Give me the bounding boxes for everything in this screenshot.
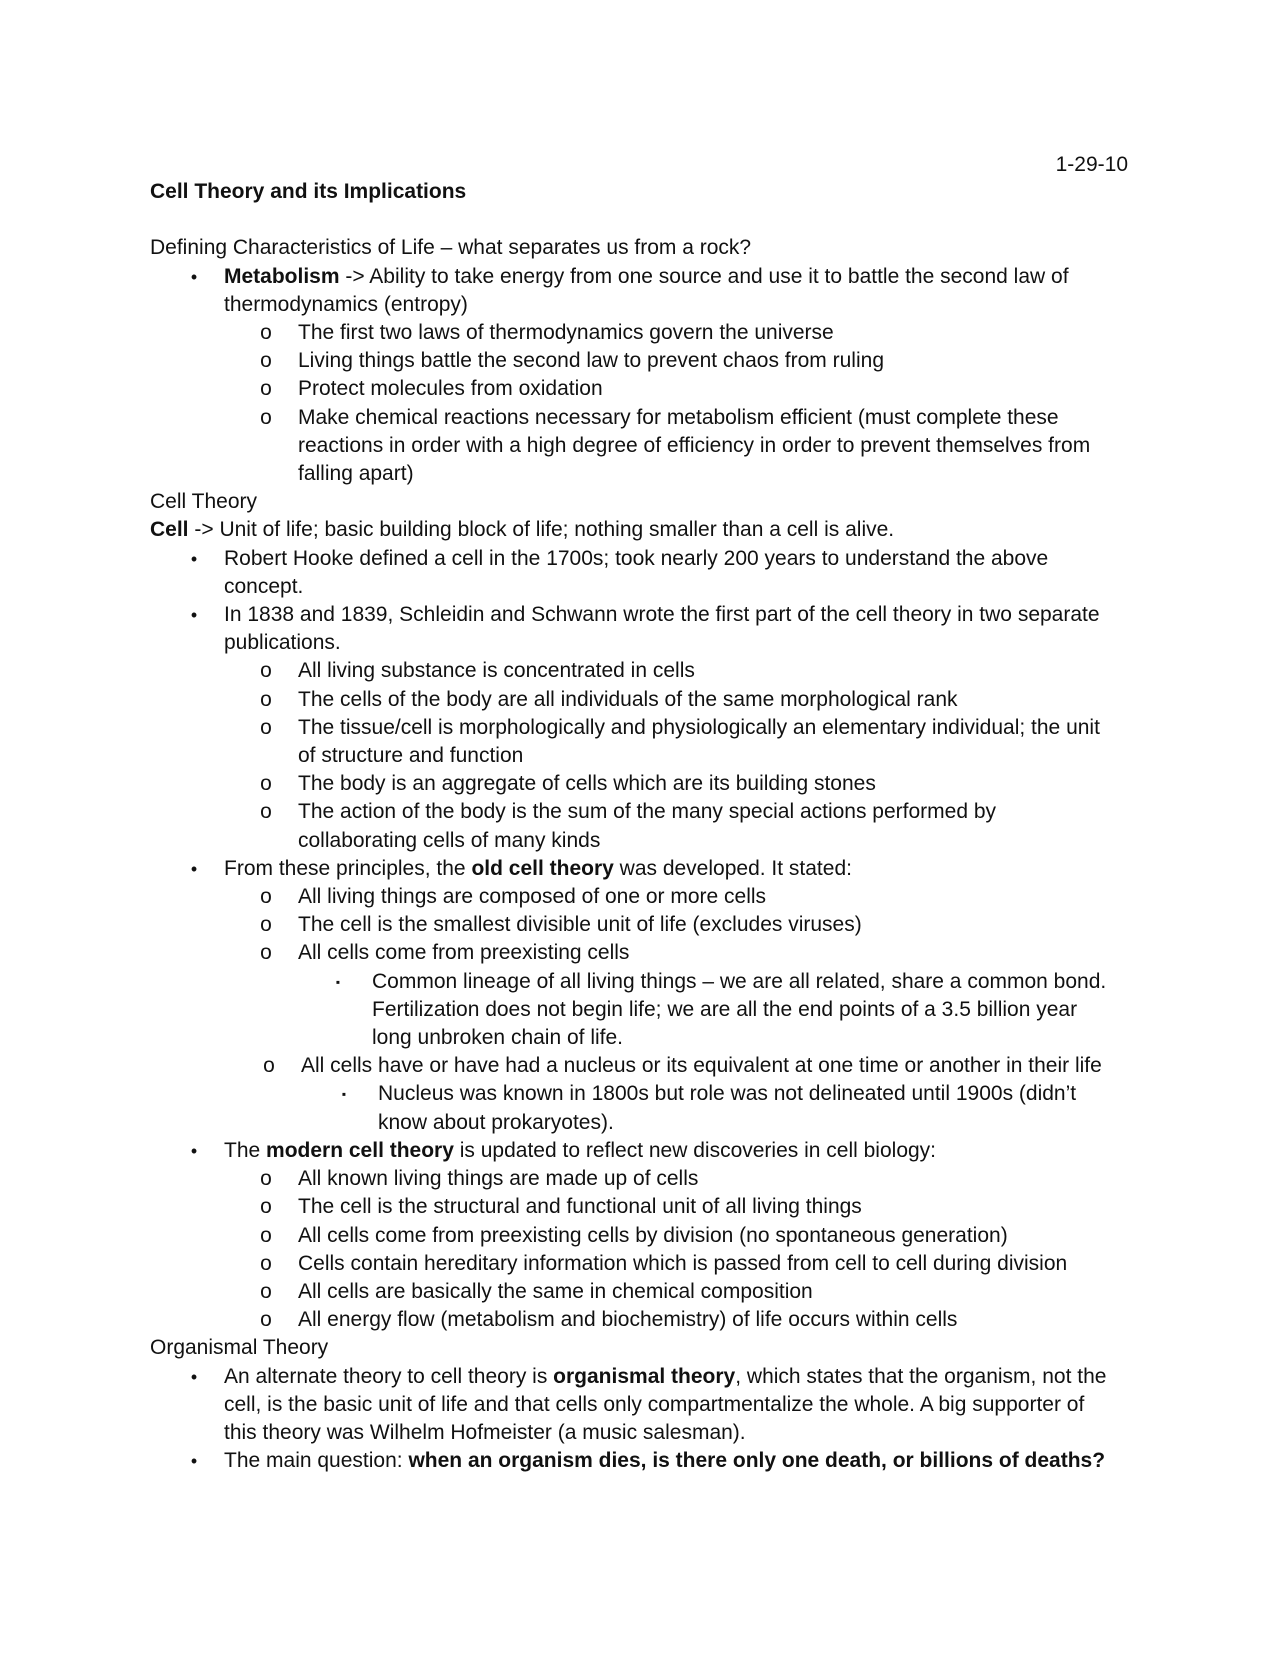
sub-marker: o (260, 321, 272, 344)
hooke-text: Robert Hooke defined a cell in the 1700s; took nearly 200 years to understand the above concept. (224, 546, 1049, 598)
sub-item (224, 770, 1110, 798)
sub-marker: o (260, 405, 272, 429)
square-marker: ▪ (335, 974, 341, 989)
bullet-marker: • (190, 1140, 198, 1161)
alt-theory-pre: An alternate theory to cell theory is (224, 1364, 554, 1388)
sub-item-text: All cells come from preexisting cells (298, 941, 630, 965)
sub-marker: o (260, 349, 272, 373)
sub-marker: o (260, 1167, 272, 1191)
metabolism-subs (224, 319, 1110, 488)
life-bullets (150, 263, 1110, 489)
term-organismal-theory: organismal theory (553, 1364, 736, 1388)
sub-item (224, 686, 1110, 714)
bullet-marker: • (190, 548, 198, 569)
sub-item-text: All cells come from preexisting cells by division (no spontaneous generation) (298, 1223, 1008, 1247)
sub-item (224, 1278, 1110, 1306)
main-question-bold: when an organism dies, is there only one death, or billions of deaths? (408, 1449, 1106, 1473)
sub-marker: o (260, 1195, 272, 1219)
alt-theory-post: , which states that the organism, not the cell, is the basic unit of life and that cells only compartmentalize the whole. A big supporter of this theory was Wilhelm Hofmeister (a music salesman). (224, 1364, 1107, 1444)
sub-marker: o (260, 377, 272, 401)
bullet-item-hooke (150, 545, 1110, 601)
sub-item (224, 404, 1110, 489)
sub-item (224, 798, 1110, 854)
bullet-item-metabolism (150, 263, 1110, 489)
bullet-item-modern-cell-theory (150, 1137, 1110, 1334)
sub-item-text: All energy flow (metabolism and biochemistry) of life occurs within cells (298, 1308, 958, 1332)
sub-item-text: The cell is the structural and functional unit of all living things (298, 1195, 862, 1219)
bullet-item-schleiden (150, 601, 1110, 855)
old-theory-pre: From these principles, the (224, 856, 472, 880)
subsub-item-text: Nucleus was known in 1800s but role was not delineated until 1900s (didn’t know about prokaryotes). (378, 1082, 1077, 1134)
sub-item (224, 939, 1110, 1052)
sub-item (224, 1306, 1110, 1334)
sub-item (224, 347, 1110, 375)
sub-marker: o (260, 1279, 272, 1303)
term-cell: Cell (150, 518, 189, 542)
sub-item-text: The tissue/cell is morphologically and physiologically an elementary individual; the unit of structure and function (298, 715, 1100, 768)
subsub-item (301, 1080, 1110, 1136)
sub-item (224, 1222, 1110, 1250)
bullet-item-old-cell-theory (150, 855, 1110, 1137)
bullet-item-alternate-theory (150, 1363, 1110, 1448)
sub-item (224, 1250, 1110, 1278)
sub-item-text: All cells are basically the same in chemical composition (298, 1279, 813, 1303)
sub-item (224, 1165, 1110, 1193)
subsub-item-text: Common lineage of all living things – we are all related, share a common bond. Fertilization does not begin life; we are all the end points of a 3.5 billion year long unbroken chain of life. (372, 969, 1107, 1050)
bullet-item-main-question (150, 1447, 1110, 1475)
sub-marker: o (260, 772, 272, 796)
document-title: Cell Theory and its Implications (150, 180, 467, 203)
term-modern-cell-theory: modern cell theory (266, 1138, 454, 1162)
sub-item-text: The first two laws of thermodynamics govern the universe (298, 321, 834, 344)
sub-marker: o (260, 715, 272, 739)
sub-item-text: The action of the body is the sum of the many special actions performed by collaborating cells of many kinds (298, 800, 997, 852)
sub-item (224, 714, 1110, 770)
term-old-cell-theory: old cell theory (471, 856, 614, 880)
sub-marker: o (260, 1223, 272, 1247)
bullet-marker: • (190, 1451, 198, 1472)
sub-item-text: The cell is the smallest divisible unit of life (excludes viruses) (298, 913, 862, 937)
bullet-marker: • (190, 605, 198, 626)
sub-item-text: All living things are composed of one or more cells (298, 885, 767, 909)
organismal-bullets (150, 1363, 1110, 1476)
sub-marker: o (260, 800, 272, 824)
sub-marker: o (260, 885, 272, 909)
section-heading-organismal-theory: Organismal Theory (150, 1336, 329, 1360)
metabolism-text: -> Ability to take energy from one source and use it to battle the second law of thermodynamics (entropy) (224, 264, 1069, 316)
sub-item (224, 319, 1110, 347)
old-theory-post: was developed. It stated: (613, 856, 852, 880)
old-theory-subs (224, 883, 1110, 1137)
schleiden-subs (224, 657, 1110, 854)
sub-item (224, 883, 1110, 911)
sub-marker: o (263, 1054, 275, 1078)
bullet-marker: • (190, 858, 198, 879)
section-heading-life: Defining Characteristics of Life – what separates us from a rock? (150, 236, 752, 260)
cell-theory-bullets (150, 545, 1110, 1335)
sub-item-text: Make chemical reactions necessary for metabolism efficient (must complete these reactions in order with a high degree of efficiency in order to prevent themselves from falling apart) (298, 405, 1091, 486)
schleiden-text: In 1838 and 1839, Schleidin and Schwann wrote the first part of the cell theory in two separate publications. (224, 603, 1100, 655)
sub-item-text: All living substance is concentrated in cells (298, 659, 695, 683)
sub-item-text: The body is an aggregate of cells which are its building stones (298, 772, 876, 796)
sub-marker: o (260, 687, 272, 711)
sub-item-text: Cells contain hereditary information which is passed from cell to cell during division (298, 1251, 1068, 1275)
sub-item-text: All cells have or have had a nucleus or its equivalent at one time or another in their life (301, 1054, 1102, 1078)
sub-item-text: All known living things are made up of cells (298, 1167, 699, 1191)
square-marker: ▪ (341, 1087, 347, 1102)
question-pre: The main question: (224, 1449, 409, 1473)
sub-marker: o (260, 913, 272, 937)
cell-definition (150, 516, 1110, 544)
bullet-marker: • (190, 1366, 198, 1387)
sub-marker: o (260, 1251, 272, 1275)
term-metabolism: Metabolism (224, 264, 340, 288)
modern-theory-subs (224, 1165, 1110, 1334)
sub-marker: o (260, 659, 272, 683)
date-label: 1-29-10 (1055, 153, 1128, 176)
sub-item (224, 375, 1110, 403)
sub-marker: o (260, 941, 272, 965)
sub-item-text: The cells of the body are all individuals of the same morphological rank (298, 687, 958, 711)
sub-item (224, 911, 1110, 939)
modern-theory-pre: The (224, 1138, 267, 1162)
sub-item (224, 1193, 1110, 1221)
sub-item-text: Protect molecules from oxidation (298, 377, 603, 401)
modern-theory-post: is updated to reflect new discoveries in cell biology: (453, 1138, 937, 1162)
sub-item (224, 657, 1110, 685)
section-heading-cell-theory: Cell Theory (150, 490, 257, 514)
sub-marker: o (260, 1308, 272, 1332)
document-body (150, 178, 1110, 1475)
cell-definition-text: -> Unit of life; basic building block of life; nothing smaller than a cell is alive. (188, 518, 895, 542)
sub-item (224, 1052, 1110, 1137)
nucleus-subs (301, 1080, 1110, 1136)
sub-item-text: Living things battle the second law to prevent chaos from ruling (298, 349, 885, 373)
lineage-subs (298, 968, 1110, 1053)
bullet-marker: • (190, 266, 198, 287)
subsub-item (298, 968, 1110, 1053)
blank-line (150, 206, 1110, 234)
